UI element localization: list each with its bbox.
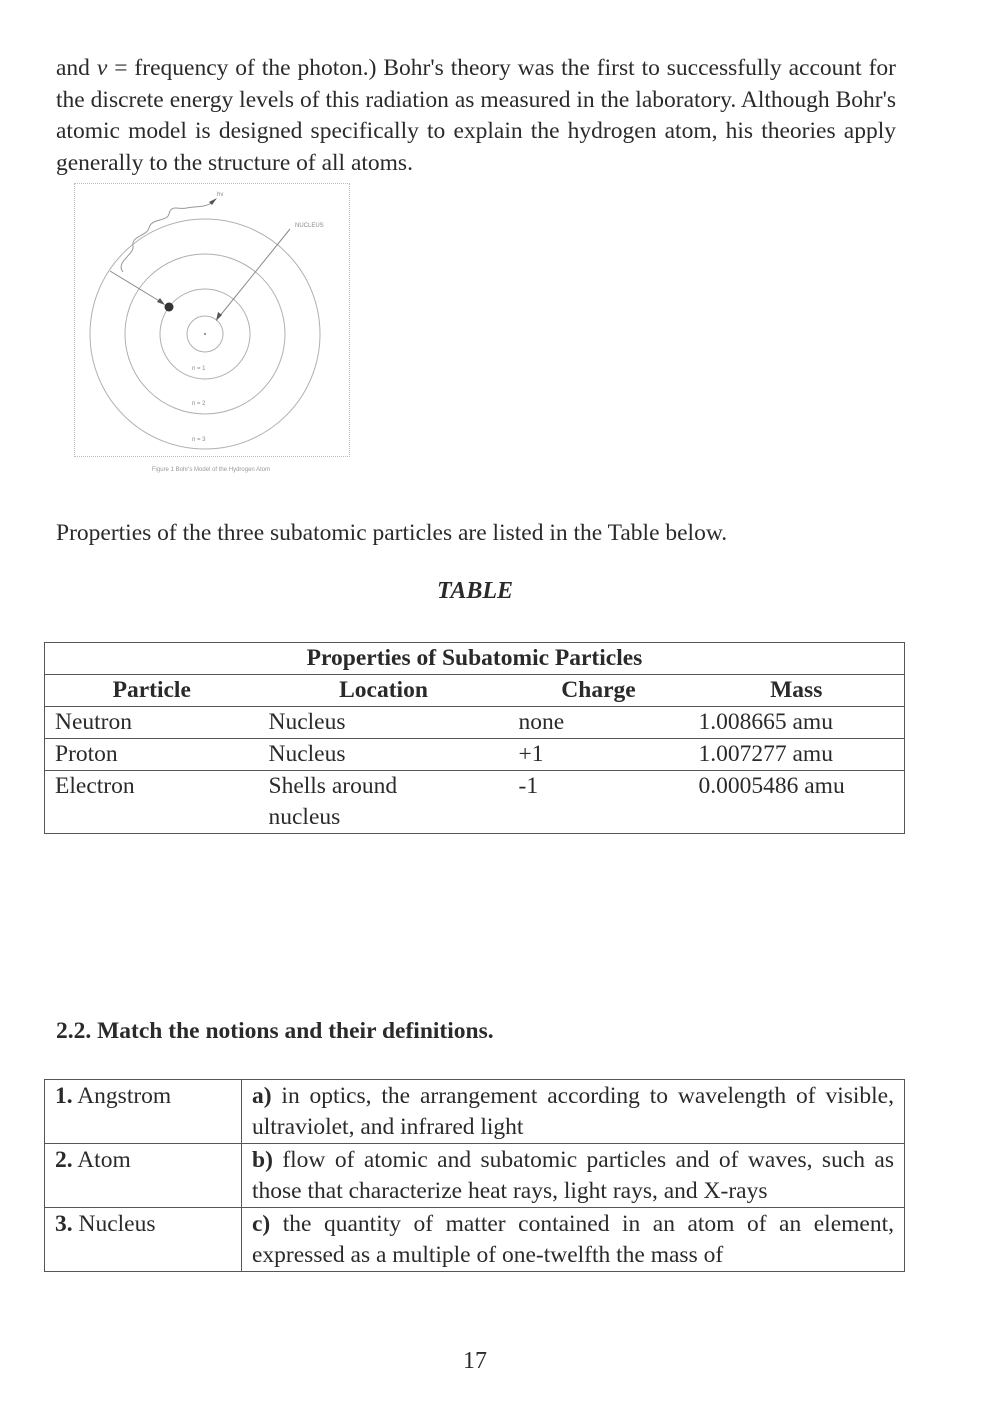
cell-charge: +1: [518, 741, 544, 767]
matching-row: [45, 1208, 905, 1272]
intro-paragraph: [56, 53, 896, 179]
notion-text: Atom: [72, 1147, 131, 1173]
table-title: Properties of Subatomic Particles: [306, 645, 643, 671]
definition-text: in optics, the arrangement according to wavelength of visible, ultraviolet, and infrared light: [252, 1083, 894, 1140]
notion-number: 3.: [55, 1211, 73, 1237]
section-title: 2.2. Match the notions and their definitions.: [56, 1018, 494, 1044]
notion-cell: [45, 1080, 242, 1144]
definition-letter: b): [252, 1147, 273, 1173]
electron: [165, 303, 174, 312]
figure-caption: Figure 1 Bohr's Model of the Hydrogen Atom: [151, 467, 271, 473]
table-row: [45, 707, 905, 739]
definition-cell: [242, 1144, 905, 1208]
header-location: Location: [339, 677, 428, 703]
electron-arrow-line: [110, 271, 161, 302]
header-particle: Particle: [112, 677, 191, 703]
cell-charge: -1: [518, 773, 539, 799]
electron-arrowhead: [157, 298, 165, 305]
bohr-model-diagram: [75, 184, 349, 456]
table-title-row: [45, 643, 905, 675]
table-row: [45, 771, 905, 834]
matching-row: [45, 1144, 905, 1208]
notion-number: 1.: [55, 1083, 73, 1109]
cell-mass: 1.007277 amu: [698, 741, 833, 767]
definition-letter: c): [252, 1211, 271, 1237]
notion-cell: [45, 1208, 242, 1272]
table-row: [45, 739, 905, 771]
definition-cell: [242, 1208, 905, 1272]
header-charge: Charge: [561, 677, 636, 703]
cell-location: Nucleus: [268, 741, 346, 767]
table-caption: TABLE: [436, 578, 514, 604]
cell-charge: none: [518, 709, 565, 735]
table-header-row: [45, 675, 905, 707]
nucleus-label: NUCLEUS: [295, 223, 324, 229]
cell-mass: 0.0005486 amu: [698, 773, 845, 799]
cell-particle: Neutron: [55, 709, 133, 735]
matching-table: [44, 1079, 905, 1272]
definition-letter: a): [252, 1083, 272, 1109]
orbit-label-n2: n = 2: [192, 401, 206, 407]
photon-label: hv: [217, 192, 224, 198]
notion-text: Nucleus: [72, 1211, 156, 1237]
definition-text: the quantity of matter contained in an atom of an element, expressed as a multiple of one-twelfth the mass of: [252, 1211, 894, 1268]
definition-text: flow of atomic and subatomic particles and of waves, such as those that characterize heat rays, light rays, and X-rays: [252, 1147, 894, 1204]
cell-particle: Proton: [55, 741, 118, 767]
nucleus-arrowhead: [216, 312, 222, 321]
orbit-label-n1: n = 1: [192, 366, 206, 372]
page-number: 17: [463, 1348, 487, 1374]
frequency-symbol: v: [96, 55, 108, 81]
cell-mass: 1.008665 amu: [698, 709, 833, 735]
bohr-model-figure: [74, 183, 350, 457]
notion-text: Angstrom: [72, 1083, 172, 1109]
orbit-label-n3: n = 3: [192, 437, 206, 443]
header-mass: Mass: [770, 677, 823, 703]
cell-particle: Electron: [55, 773, 135, 799]
definition-cell: [242, 1080, 905, 1144]
properties-intro: Properties of the three subatomic particles are listed in the Table below.: [56, 520, 728, 546]
photon-wave: [121, 202, 213, 272]
intro-lead: and: [56, 55, 97, 81]
nucleus-dot: [204, 333, 206, 335]
intro-text: = frequency of the photon.) Bohr's theory was the first to successfully account for the discrete energy levels of this radiation as measured in the laboratory. Although Bohr's atomic model is designed specifically to explain the hydrogen atom, his theories apply generally to the structure of all atoms.: [56, 55, 896, 176]
matching-row: [45, 1080, 905, 1144]
particles-table: [44, 642, 905, 834]
notion-cell: [45, 1144, 242, 1208]
cell-location: Shells around nucleus: [268, 773, 398, 830]
cell-location: Nucleus: [268, 709, 346, 735]
notion-number: 2.: [55, 1147, 73, 1173]
